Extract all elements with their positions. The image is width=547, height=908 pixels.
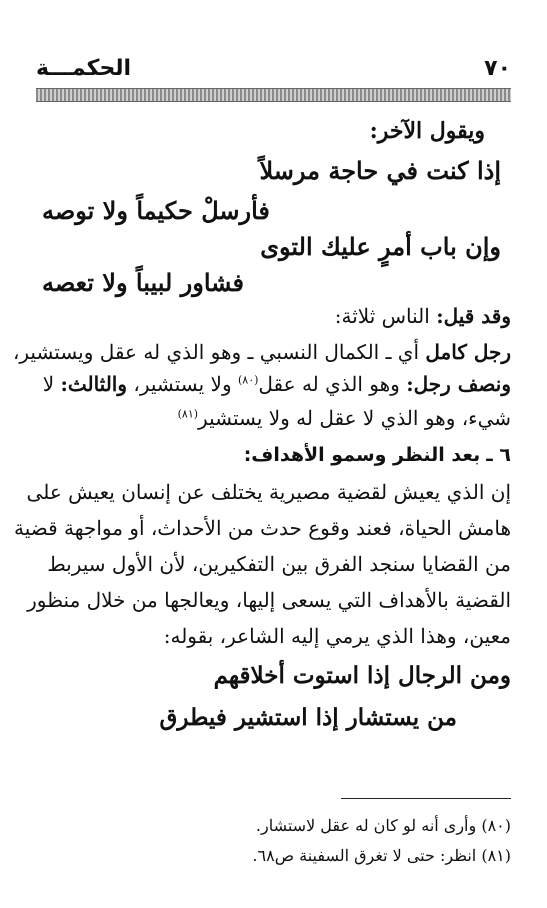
poem1-line1-second: فأرسلْ حكيماً ولا توصه <box>42 196 270 225</box>
footnote-80-text: وأرى أنه لو كان له عقل لاستشار. <box>255 816 477 835</box>
prose1-line1-rest: الناس ثلاثة: <box>334 304 437 328</box>
poem2-line2: من يستشار إذا استشير فيطرق <box>159 704 457 731</box>
prose1-line3-lead: ونصف رجل: <box>406 372 511 396</box>
prose1-line3-lead2: والثالث: <box>60 372 128 396</box>
section-heading <box>36 444 511 466</box>
section-number: ٦ ـ <box>486 444 511 466</box>
footnote-81-number: (٨١) <box>481 846 511 865</box>
poem1-intro: ويقول الآخر: <box>369 118 485 144</box>
prose1-line4 <box>36 406 511 430</box>
prose1-line3-rest2: ولا يستشير، <box>127 372 238 396</box>
prose1-line1-lead: وقد قيل: <box>436 304 511 328</box>
prose1-line1 <box>36 304 511 328</box>
prose1-line3 <box>36 372 511 396</box>
poem1-line2-second: فشاور لبيباً ولا تعصه <box>42 268 245 297</box>
section-title: بعد النظر وسمو الأهداف: <box>243 444 481 466</box>
running-title: الحكمـــة <box>36 56 132 81</box>
poem1-line1-first: إذا كنت في حاجة مرسلاً <box>259 156 501 185</box>
prose1-line2-rest: أي ـ الكمال النسبي ـ وهو الذي له عقل ويستشير، <box>12 340 426 364</box>
prose2-line3: من القضايا سنجد الفرق بين التفكيرين، لأن الأول سيربط <box>47 552 511 576</box>
footnote-81-text: انظر: حتى لا تغرق السفينة ص٦٨. <box>252 846 477 865</box>
poem2-line1: ومن الرجال إذا استوت أخلاقهم <box>213 662 511 689</box>
prose1-line3-rest: وهو الذي له عقل <box>258 372 407 396</box>
prose1-line2-lead: رجل كامل <box>425 340 511 364</box>
header-rule <box>36 88 511 102</box>
footnote-ref-80[interactable]: (٨٠) <box>237 373 259 387</box>
footnote-80-number: (٨٠) <box>481 816 511 835</box>
prose2-line4: القضية بالأهداف التي يسعى إليها، ويعالجها من خلال منظور <box>27 588 511 612</box>
poem1-line2-first: وإن باب أمرٍ عليك التوى <box>260 232 501 261</box>
prose1-line4-text: شيء، وهو الذي لا عقل له ولا يستشير <box>198 406 511 430</box>
footnote-ref-81[interactable]: (٨١) <box>177 407 199 421</box>
prose1-line2 <box>12 340 511 364</box>
prose2-line5: معين، وهذا الذي يرمي إليه الشاعر، بقوله: <box>163 624 511 648</box>
page-number: ٧٠ <box>484 56 511 81</box>
prose2-line1: إن الذي يعيش لقضية مصيرية يختلف عن إنسان يعيش على <box>26 480 511 504</box>
page-header <box>36 52 511 92</box>
prose2-line2: هامش الحياة، فعند وقوع حدث من الأحداث، أو مواجهة قضية <box>14 516 511 540</box>
footnote-separator <box>341 798 511 799</box>
footnote-81 <box>36 846 511 865</box>
prose1-line3-end: لا <box>42 372 61 396</box>
footnote-80 <box>36 816 511 835</box>
